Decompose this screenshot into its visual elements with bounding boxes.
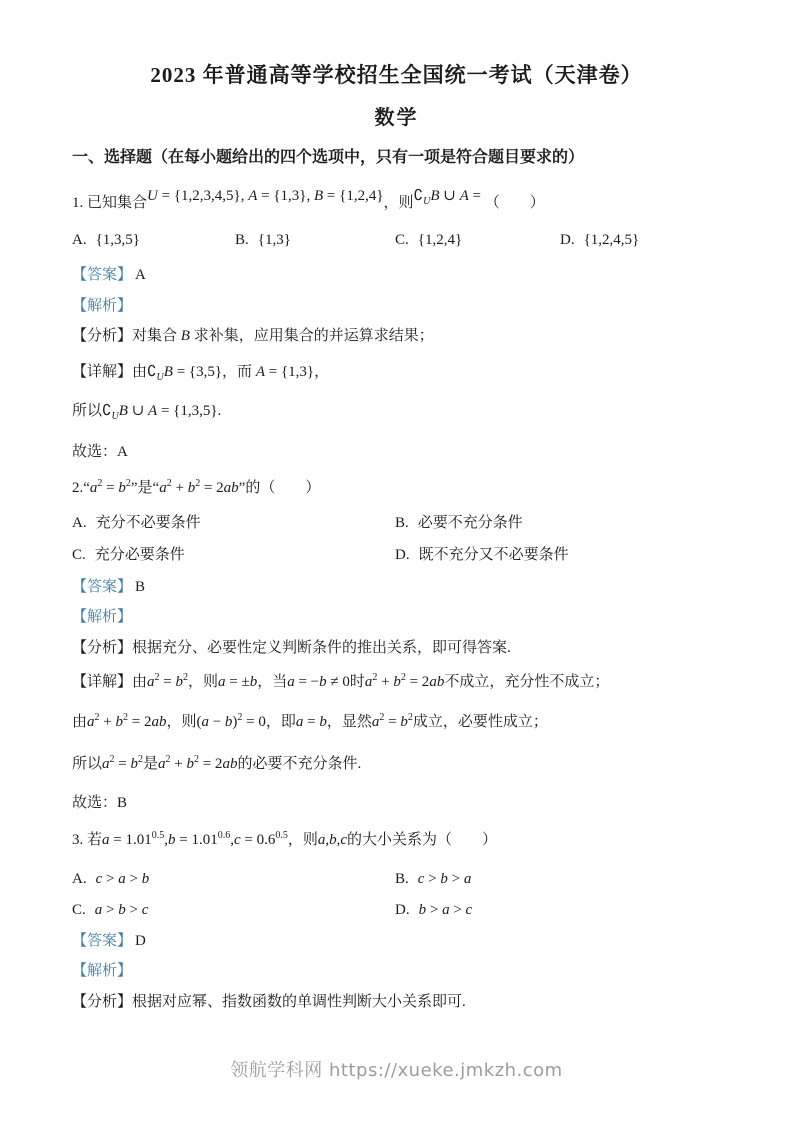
section-heading: 一、选择题（在每小题给出的四个选项中，只有一项是符合题目要求的） [72, 149, 585, 166]
option-2d-label: D. [395, 547, 410, 563]
option-3c-label: C. [72, 902, 86, 918]
site-watermark: 领航学科网 https://xueke.jmkzh.com [230, 1060, 563, 1081]
option-1a-label: A. [72, 232, 87, 248]
question-3-analysis-line: 【分析】根据对应幂、指数函数的单调性判断大小关系即可. [72, 994, 466, 1010]
question-1-number-text: 1. 已知集合 [72, 195, 148, 211]
question-2-stem: $2.“a^2 = b^2$”是“$a^2 + b^2 = 2ab$”的（ ） [72, 478, 321, 496]
analysis-tag: 【解析】 [72, 298, 133, 314]
option-2d-value: 既不充分又不必要条件 [418, 547, 569, 563]
option-3b [395, 868, 471, 890]
option-1d-label: D. [560, 232, 575, 248]
question-2-detail-line-2: 由$a^2 + b^2 = 2ab$，则$(a - b)^2 = 0$，即a = b，显然$a^2 = b^2$成立，必要性成立； [72, 712, 548, 730]
question-1-answer-line [72, 264, 146, 286]
question-3-stem: 3. 若$a = 1.01^{0.5},b = 1.01^{0.6},c = 0.6^{0.5}$，则a,b,c的大小关系为（ ） [72, 830, 498, 848]
option-1d [560, 229, 639, 251]
question-2-answer-line [72, 576, 145, 598]
option-3a-value: c > a > b [95, 871, 150, 887]
question-2-analysis-tag-line [72, 606, 132, 628]
option-1a [72, 229, 140, 251]
option-3d [395, 899, 472, 921]
option-3c-value: a > b > c [94, 902, 149, 918]
option-1a-value: {1,3,5} [95, 232, 140, 248]
option-1c-value: {1,2,4} [417, 232, 463, 248]
option-3d-label: D. [395, 902, 410, 918]
answer-tag: 【答案】 [72, 579, 133, 595]
option-2a-label: A. [72, 515, 87, 531]
question-3-answer-letter: D [135, 933, 146, 949]
question-2-detail-line-1: 【详解】由$a^2 = b^2$，则a = ±b，当a = −b ≠ 0时$a^2 + b^2 = 2ab$不成立，充分性不成立； [72, 672, 610, 690]
question-1-sets-formula: U = {1,2,3,4,5}, A = {1,3}, B = {1,2,4} [147, 188, 384, 204]
question-3-analysis-tag-line [72, 960, 132, 982]
question-1-analysis-line: 【分析】对集合 B 求补集，应用集合的并运算求结果； [72, 328, 434, 344]
question-1-expression-formula: $∁_UB$ ∪ A = [413, 188, 481, 207]
option-2c-label: C. [72, 547, 86, 563]
answer-tag: 【答案】 [72, 933, 133, 949]
option-1d-value: {1,2,4,5} [583, 232, 640, 248]
exam-subject: 数学 [374, 107, 419, 129]
option-2b-value: 必要不充分条件 [417, 515, 523, 531]
option-1c [395, 229, 462, 251]
question-1-then-text: ，则 [383, 195, 414, 211]
question-2-answer-letter: B [135, 579, 146, 595]
option-1b-label: B. [235, 232, 249, 248]
question-1-conclusion-line: 故选：A [72, 444, 128, 460]
option-3d-value: b > a > c [418, 902, 473, 918]
option-3b-label: B. [395, 871, 409, 887]
option-2a-value: 充分不必要条件 [95, 515, 201, 531]
question-1-analysis-tag-line [72, 295, 132, 317]
question-1-answer-paren: （ ） [484, 195, 545, 211]
question-3-answer-line [72, 930, 146, 952]
option-3a [72, 868, 149, 890]
question-2-detail-line-3: 所以$a^2 = b^2$是$a^2 + b^2 = 2ab$的必要不充分条件. [72, 754, 362, 772]
question-2-analysis-line: 【分析】根据充分、必要性定义判断条件的推出关系，即可得答案. [72, 640, 511, 656]
question-1-stem [72, 188, 545, 214]
option-2b-label: B. [395, 515, 409, 531]
option-1b-value: {1,3} [257, 232, 291, 248]
analysis-tag: 【解析】 [72, 609, 133, 625]
option-2c [72, 544, 185, 566]
answer-tag: 【答案】 [72, 267, 133, 283]
option-3b-value: c > b > a [417, 871, 472, 887]
option-2d [395, 544, 569, 566]
analysis-tag: 【解析】 [72, 963, 133, 979]
option-2b [395, 512, 523, 534]
question-1-answer-letter: A [135, 267, 146, 283]
option-3c [72, 899, 148, 921]
option-2a [72, 512, 201, 534]
option-3a-label: A. [72, 871, 87, 887]
question-2-conclusion-line: 故选：B [72, 795, 128, 811]
question-1-detail-line-1: 【详解】由$∁_UB = \{3,5\}$，而 A = {1,3}， [72, 364, 330, 383]
exam-title: 2023 年普通高等学校招生全国统一考试（天津卷） [150, 63, 643, 87]
question-1-detail-line-2: 所以$∁_UB$ ∪ A = {1,3,5}. [72, 403, 222, 422]
option-1b [235, 229, 291, 251]
option-2c-value: 充分必要条件 [94, 547, 185, 563]
option-1c-label: C. [395, 232, 409, 248]
